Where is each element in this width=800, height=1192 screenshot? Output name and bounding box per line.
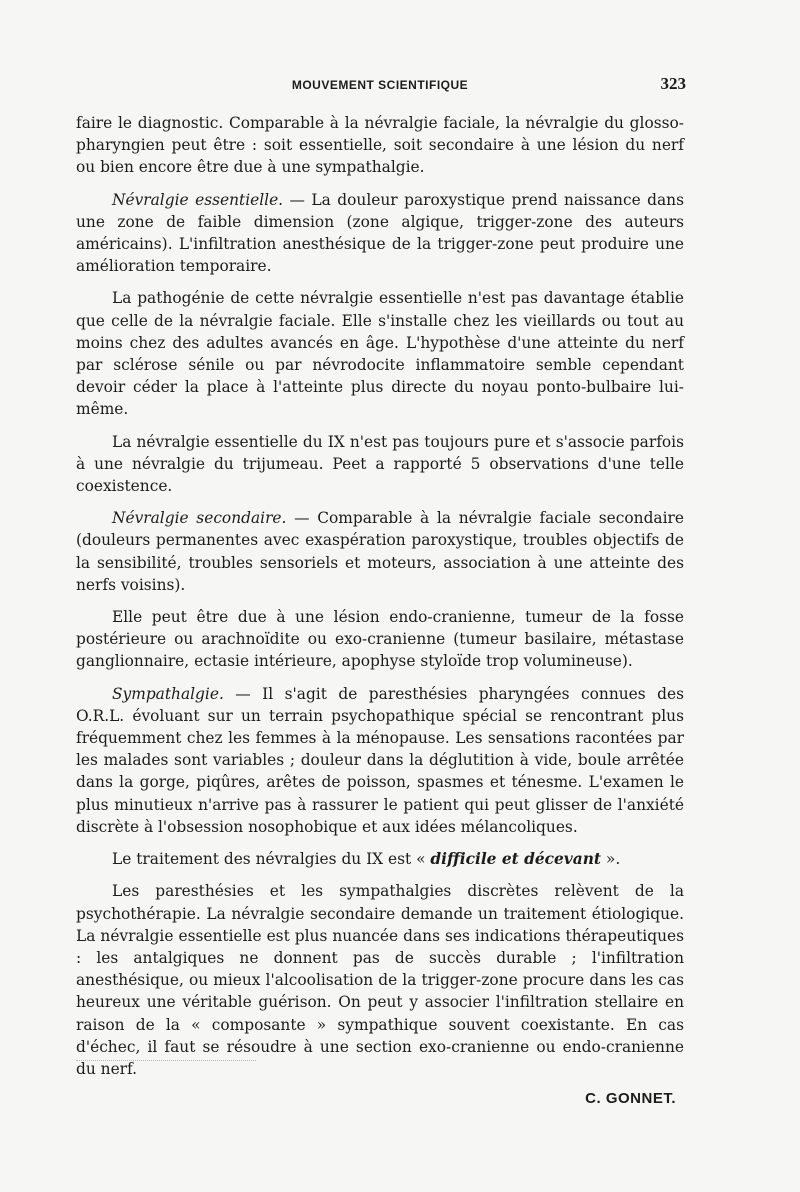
paragraph-text: ». bbox=[601, 850, 621, 869]
section-lead: Sympathalgie. bbox=[112, 684, 224, 703]
paragraph-text: — La douleur paroxystique prend naissance dans une zone de faible dimension (zone algique, trigger-zone des auteurs américains). L'infiltration anesthésique de la trigger-zone peut produire une amélioration temporaire. bbox=[76, 190, 684, 276]
quoted-phrase: difficile et décevant bbox=[430, 850, 602, 869]
paragraph-text: — Comparable à la névralgie faciale secondaire (douleurs permanentes avec exaspération paroxystique, troubles objectifs de la sensibilité, troubles sensoriels et moteurs, association à une atteinte des nerfs voisins). bbox=[76, 509, 684, 594]
paragraph bbox=[76, 683, 684, 838]
paragraph: Elle peut être due à une lésion endo-cranienne, tumeur de la fosse postérieure ou arachnoïdite ou exo-cranienne (tumeur basilaire, métastase ganglionnaire, ectasie intérieure, apophyse styloïde trop volumineuse). bbox=[76, 608, 684, 671]
page-number: 323 bbox=[660, 74, 686, 93]
section-lead: Névralgie essentielle. bbox=[112, 190, 284, 209]
author-signature: C. GONNET. bbox=[585, 1090, 676, 1108]
paragraph-text: — Il s'agit de paresthésies pharyngées connues des O.R.L. évoluant sur un terrain psychopathique spécial se rencontrant plus fréquemment chez les femmes à la ménopause. Les sensations racontées par les malades sont variables ; douleur dans la déglutition à vide, boule arrêtée dans la gorge, piqûres, arêtes de poisson, spasmes et ténesme. L'examen le plus minutieux n'arrive pas à rassurer le patient qui peut glisser de l'anxiété discrète à l'obsession nosophobique et aux idées mélancoliques. bbox=[76, 684, 684, 836]
page-header bbox=[76, 70, 684, 96]
paragraph: faire le diagnostic. Comparable à la névralgie faciale, la névralgie du glosso-pharyngien peut être : soit essentielle, soit secondaire à une lésion du nerf ou bien encore être due à une sympathalgie. bbox=[76, 114, 684, 177]
footer-rule bbox=[76, 1060, 256, 1061]
section-lead: Névralgie secondaire. bbox=[112, 509, 287, 528]
running-title: MOUVEMENT SCIENTIFIQUE bbox=[291, 78, 469, 92]
paragraph: Les paresthésies et les sympathalgies discrètes relèvent de la psychothérapie. La névralgie secondaire demande un traitement étiologique. La névralgie essentielle est plus nuancée dans ses indications thérapeutiques : les antalgiques ne donnent pas de succès durable ; l'infiltration anesthésique, ou mieux l'alcoolisation de la trigger-zone procure dans les cas heureux une véritable guérison. On peut y associer l'infiltration stellaire en raison de la « composante » sympathique souvent coexistante. En cas d'échec, il faut se résoudre à une section exo-cranienne ou endo-cranienne du nerf. bbox=[76, 882, 684, 1078]
document-page bbox=[76, 70, 684, 1107]
paragraph: La pathogénie de cette névralgie essentielle n'est pas davantage établie que celle de la névralgie faciale. Elle s'installe chez les vieillards ou tout au moins chez des adultes avancés en âge. L'hypothèse d'une atteinte du nerf par sclérose sénile ou par névrodocite inflammatoire semble cependant devoir céder la place à l'atteinte plus directe du noyau ponto-bulbaire lui-même. bbox=[76, 289, 684, 419]
paragraph: La névralgie essentielle du IX n'est pas toujours pure et s'associe parfois à une névralgie du trijumeau. Peet a rapporté 5 observations d'une telle coexistence. bbox=[76, 432, 684, 496]
paragraph bbox=[76, 507, 684, 596]
paragraph-text: Le traitement des névralgies du IX est « bbox=[112, 850, 431, 869]
paragraph bbox=[76, 848, 684, 870]
paragraph bbox=[76, 189, 684, 278]
article-body bbox=[76, 112, 684, 1107]
